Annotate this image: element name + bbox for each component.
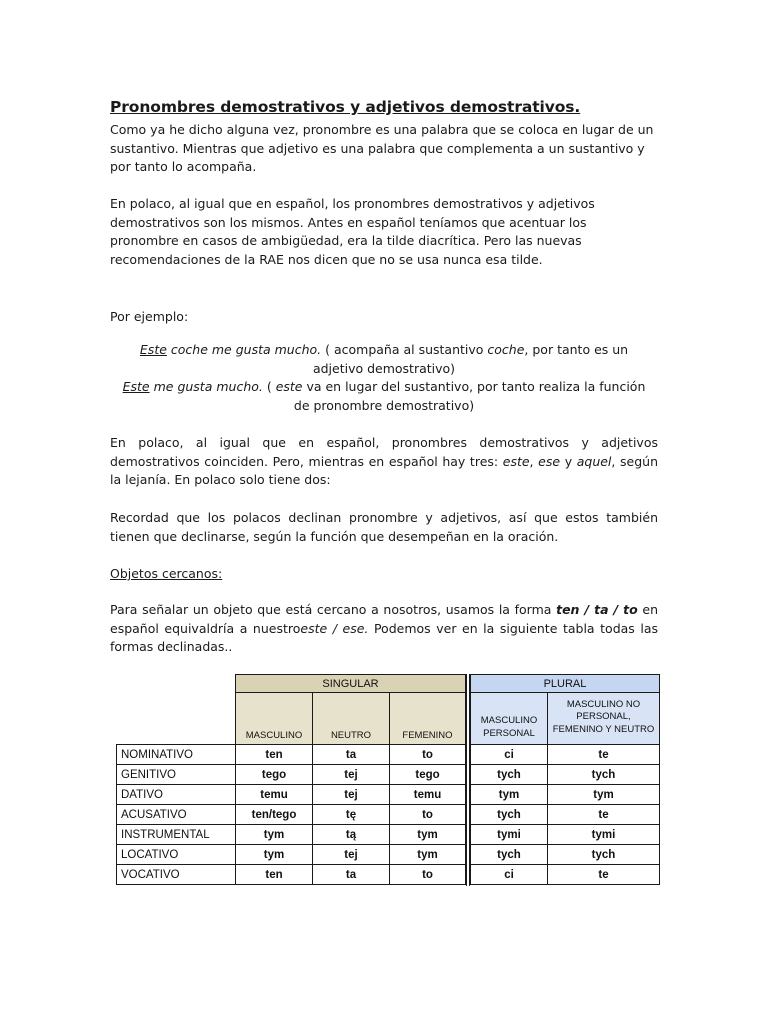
- table-cell: te: [547, 744, 660, 765]
- declension-table: [112, 674, 660, 886]
- table-cell: tej: [312, 764, 390, 785]
- table-cell: tym: [389, 844, 466, 865]
- table-cell: tych: [470, 804, 548, 825]
- table-cell: to: [389, 804, 466, 825]
- table-cell: ta: [312, 744, 390, 765]
- table-cell: tymi: [547, 824, 660, 845]
- row-case-label: NOMINATIVO: [116, 744, 236, 765]
- table-cell: tych: [470, 764, 548, 785]
- page-title: Pronombres demostrativos y adjetivos demostrativos.: [110, 98, 581, 116]
- table-cell: ten: [235, 864, 313, 885]
- row-case-label: GENITIVO: [116, 764, 236, 785]
- table-cell: tej: [312, 844, 390, 865]
- col-femenino: FEMENINO: [389, 692, 466, 745]
- table-cell: ci: [470, 744, 548, 765]
- table-cell: tych: [547, 764, 660, 785]
- row-case-label: VOCATIVO: [116, 864, 236, 885]
- table-cell: tym: [235, 824, 313, 845]
- table-cell: ci: [470, 864, 548, 885]
- col-masculino-no-personal: MASCULINO NO PERSONAL, FEMENINO Y NEUTRO: [547, 692, 660, 745]
- table-cell: to: [389, 744, 466, 765]
- example-adjective: Este coche me gusta mucho. ( acompaña al sustantivo coche, por tanto es un adjetivo demostrativo): [139, 342, 629, 376]
- table-cell: tego: [389, 764, 466, 785]
- table-cell: tych: [547, 844, 660, 865]
- table-cell: tymi: [470, 824, 548, 845]
- row-case-label: INSTRUMENTAL: [116, 824, 236, 845]
- table-cell: to: [389, 864, 466, 885]
- header-plural: PLURAL: [470, 674, 660, 693]
- table-cell: tych: [470, 844, 548, 865]
- col-neutro: NEUTRO: [312, 692, 390, 745]
- paragraph-por-ejemplo: Por ejemplo:: [110, 309, 189, 324]
- table-cell: tę: [312, 804, 390, 825]
- example-word-este: Este: [139, 342, 167, 357]
- col-masculino: MASCULINO: [235, 692, 313, 745]
- table-cell: tego: [235, 764, 313, 785]
- table-cell: ten/tego: [235, 804, 313, 825]
- paragraph-intro: Como ya he dicho alguna vez, pronombre es una palabra que se coloca en lugar de un sustantivo. Mientras que adjetivo es una palabra que complementa a un sustantivo y por tanto lo acompaña.: [110, 122, 654, 175]
- paragraph-polaco: En polaco, al igual que en español, los pronombres demostrativos y adjetivos demostrativos son los mismos. Antes en español teníamos que acentuar los pronombre en casos de ambigüedad, era la tilde diacrítica. Pero las nuevas recomendaciones de la RAE nos dicen que no se usa nunca esa tilde.: [110, 196, 595, 267]
- row-case-label: LOCATIVO: [116, 844, 236, 865]
- header-singular: SINGULAR: [235, 674, 466, 693]
- table-cell: temu: [235, 784, 313, 805]
- row-case-label: ACUSATIVO: [116, 804, 236, 825]
- col-masculino-personal: MASCULINO PERSONAL: [470, 692, 548, 745]
- table-cell: tym: [389, 824, 466, 845]
- paragraph-forma: Para señalar un objeto que está cercano a nosotros, usamos la forma ten / ta / to en español equivaldría a nuestroeste / ese. Podemos ver en la siguiente tabla todas las formas declinadas..: [110, 602, 658, 655]
- row-case-label: DATIVO: [116, 784, 236, 805]
- table-cell: tym: [470, 784, 548, 805]
- table-cell: ta: [312, 864, 390, 885]
- table-cell: te: [547, 804, 660, 825]
- table-cell: tym: [547, 784, 660, 805]
- table-cell: tym: [235, 844, 313, 865]
- table-cell: ten: [235, 744, 313, 765]
- table-cell: te: [547, 864, 660, 885]
- table-cell: tą: [312, 824, 390, 845]
- paragraph-declinan: Recordad que los polacos declinan pronombre y adjetivos, así que estos también tienen que declinarse, según la función que desempeñan en la oración.: [110, 510, 658, 544]
- example-word-este: Este: [122, 379, 150, 394]
- table-cell: tej: [312, 784, 390, 805]
- subtitle-objetos-cercanos: Objetos cercanos:: [110, 566, 223, 581]
- example-pronoun: Este me gusta mucho. ( este va en lugar del sustantivo, por tanto realiza la función de pronombre demostrativo): [122, 379, 646, 413]
- paragraph-coinciden: En polaco, al igual que en español, pronombres demostrativos y adjetivos demostrativos coinciden. Pero, mientras en español hay tres: este, ese y aquel, según la lejanía. En polaco solo tiene dos:: [110, 435, 658, 488]
- table-cell: temu: [389, 784, 466, 805]
